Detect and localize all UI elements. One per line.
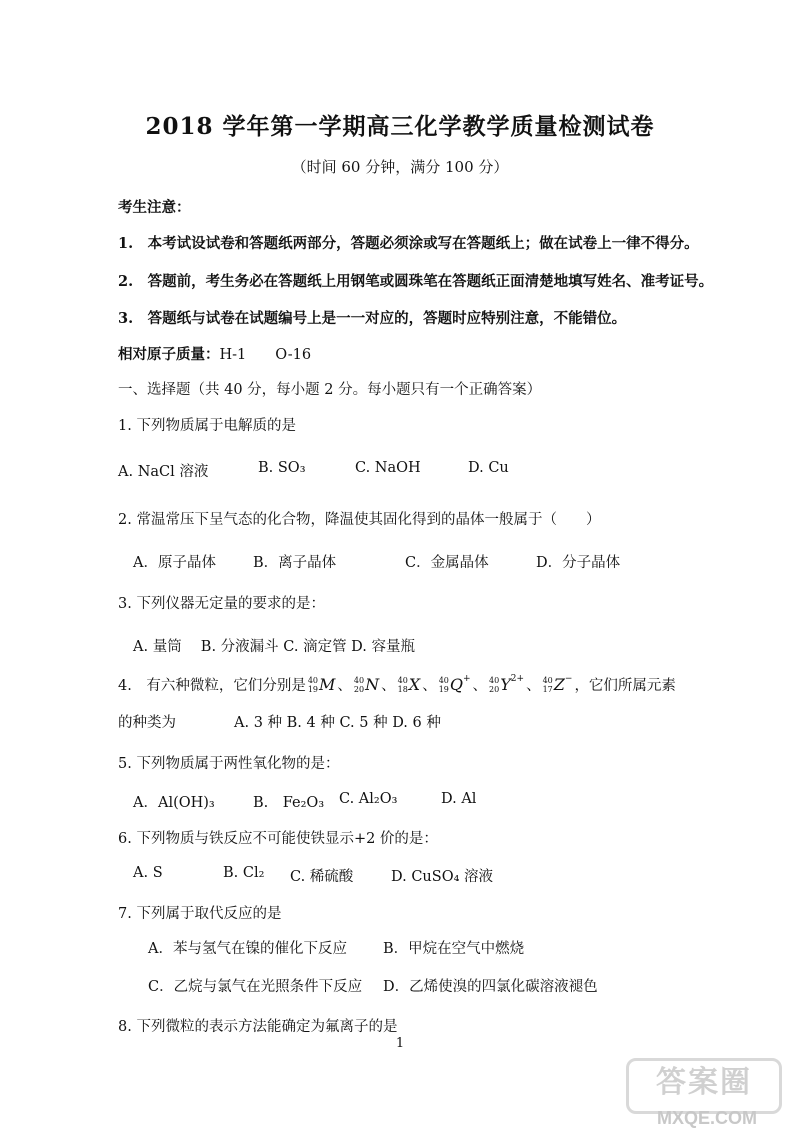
option: A．苯与氢气在镍的催化下反应 bbox=[148, 941, 347, 957]
notice-item: 1. 本考试设试卷和答题纸两部分，答题必须涂或写在答题纸上；做在试卷上一律不得分。 bbox=[118, 235, 699, 252]
isotope-x: 40 18 X bbox=[397, 675, 421, 694]
q4-suffix: ，它们所属元素 bbox=[574, 678, 676, 694]
option: A. NaCl 溶液 bbox=[118, 464, 209, 480]
question-stem: 1. 下列物质属于电解质的是 bbox=[118, 418, 296, 434]
option: D．分子晶体 bbox=[536, 555, 621, 571]
option: D. Cu bbox=[468, 460, 509, 476]
separator: 、 bbox=[381, 678, 396, 694]
option: C. Al₂O₃ bbox=[339, 791, 398, 807]
watermark-url: MXQE.COM bbox=[656, 1108, 757, 1128]
option: B. Fe₂O₃ bbox=[253, 795, 325, 811]
option: C. NaOH bbox=[355, 460, 421, 476]
separator: 、 bbox=[422, 678, 437, 694]
question-options: A. 量筒 B. 分液漏斗 C. 滴定管 D. 容量瓶 bbox=[133, 639, 416, 655]
isotope-y: 40 20 Y 2+ bbox=[489, 673, 525, 694]
atomic-mass-label: 相对原子质量： bbox=[118, 346, 220, 363]
option: B．离子晶体 bbox=[253, 555, 337, 571]
option: D. Al bbox=[441, 791, 477, 807]
option: A. S bbox=[133, 865, 163, 881]
watermark bbox=[632, 1058, 782, 1128]
separator: 、 bbox=[526, 678, 541, 694]
isotope-q: 40 19 Q + bbox=[438, 673, 471, 694]
option: B．甲烷在空气中燃烧 bbox=[383, 941, 525, 957]
question-stem: 6. 下列物质与铁反应不可能使铁显示+2 价的是： bbox=[118, 831, 438, 847]
page-title: 2018 学年第一学期高三化学教学质量检测试卷 bbox=[145, 113, 655, 140]
question-stem: 5. 下列物质属于两性氧化物的是： bbox=[118, 756, 340, 772]
option: A．Al(OH)₃ bbox=[133, 795, 215, 811]
option: B. Cl₂ bbox=[223, 865, 265, 881]
question-stem: 7. 下列属于取代反应的是 bbox=[118, 906, 282, 922]
isotope-z: 40 17 Z − bbox=[542, 673, 573, 694]
option: D. CuSO₄ 溶液 bbox=[391, 869, 494, 885]
notice-item: 2. 答题前，考生务必在答题纸上用钢笔或圆珠笔在答题纸正面清楚地填写姓名、准考证号。 bbox=[118, 273, 714, 290]
option: C. 稀硫酸 bbox=[290, 869, 354, 885]
atomic-mass-line bbox=[118, 343, 311, 364]
q4-prefix: 4. 有六种微粒，它们分别是 bbox=[118, 678, 306, 694]
option: C．乙烷与氯气在光照条件下反应 bbox=[148, 979, 363, 995]
isotope-n: 40 20 N bbox=[353, 675, 380, 694]
exam-subtitle: （时间 60 分钟，满分 100 分） bbox=[291, 158, 509, 176]
option: D．乙烯使溴的四氯化碳溶液褪色 bbox=[383, 979, 598, 995]
separator: 、 bbox=[337, 678, 352, 694]
notice-heading: 考生注意： bbox=[118, 199, 191, 216]
atomic-mass-values: H-1 O-16 bbox=[219, 347, 312, 363]
watermark-logo: 答案圈 bbox=[626, 1058, 782, 1114]
isotope-m: 40 19 M bbox=[307, 675, 336, 694]
option: C．金属晶体 bbox=[405, 555, 489, 571]
question-stem: 8. 下列微粒的表示方法能确定为氟离子的是 bbox=[118, 1019, 398, 1035]
option: B. SO₃ bbox=[258, 460, 306, 476]
page-number: 1 bbox=[395, 1036, 405, 1051]
question-stem: 3. 下列仪器无定量的要求的是： bbox=[118, 596, 325, 612]
question-stem: 2. 常温常压下呈气态的化合物，降温使其固化得到的晶体一般属于（ ） bbox=[118, 512, 601, 528]
section-heading: 一、选择题（共 40 分，每小题 2 分。每小题只有一个正确答案） bbox=[118, 382, 542, 398]
option: A．原子晶体 bbox=[133, 555, 216, 571]
separator: 、 bbox=[472, 678, 488, 694]
question-options: 的种类为 A. 3 种 B. 4 种 C. 5 种 D. 6 种 bbox=[118, 715, 441, 731]
notice-item: 3. 答题纸与试卷在试题编号上是一一对应的，答题时应特别注意，不能错位。 bbox=[118, 310, 627, 327]
question-stem-isotopes bbox=[118, 674, 676, 695]
